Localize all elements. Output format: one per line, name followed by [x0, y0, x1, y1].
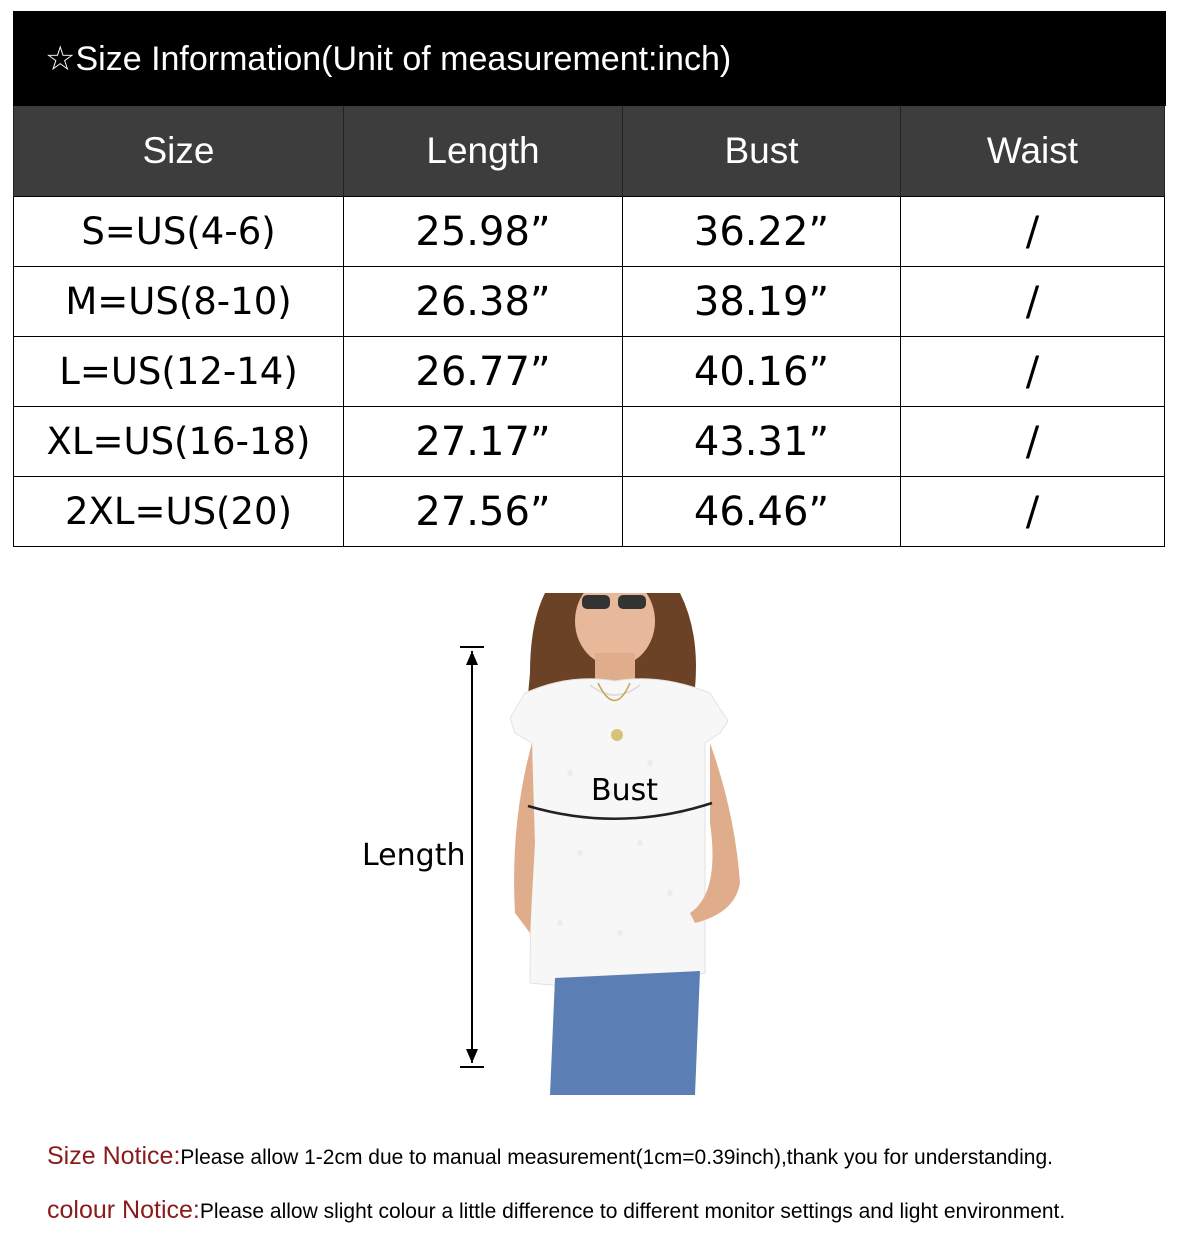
column-header-size: Size: [14, 106, 344, 197]
waist-cell: /: [901, 267, 1165, 337]
waist-cell: /: [901, 407, 1165, 477]
bust-cell: 40.16”: [623, 337, 901, 407]
colour-notice: [47, 1196, 1065, 1225]
column-header-bust: Bust: [623, 106, 901, 197]
table-header-row: [14, 106, 1165, 197]
bust-cell: 38.19”: [623, 267, 901, 337]
colour-notice-lead: colour Notice:: [47, 1196, 200, 1224]
length-cell: 27.56”: [344, 477, 623, 547]
size-cell: 2XL=US(20): [14, 477, 344, 547]
table-row: [14, 197, 1165, 267]
bust-label: Bust: [591, 773, 658, 808]
bust-cell: 43.31”: [623, 407, 901, 477]
waist-cell: /: [901, 337, 1165, 407]
waist-cell: /: [901, 477, 1165, 547]
size-table: [13, 106, 1165, 547]
size-cell: S=US(4-6): [14, 197, 344, 267]
table-row: [14, 477, 1165, 547]
size-info-title: ☆Size Information(Unit of measurement:inch): [13, 11, 1166, 106]
column-header-waist: Waist: [901, 106, 1165, 197]
length-cell: 26.38”: [344, 267, 623, 337]
colour-notice-text: Please allow slight colour a little difference to different monitor settings and light environment.: [199, 1200, 1066, 1223]
size-cell: M=US(8-10): [14, 267, 344, 337]
table-row: [14, 267, 1165, 337]
table-row: [14, 407, 1165, 477]
size-notice-lead: Size Notice:: [47, 1142, 181, 1170]
size-notice-text: Please allow 1-2cm due to manual measurement(1cm=0.39inch),thank you for understanding.: [180, 1146, 1053, 1169]
waist-cell: /: [901, 197, 1165, 267]
table-row: [14, 337, 1165, 407]
bust-cell: 36.22”: [623, 197, 901, 267]
length-label: Length: [362, 838, 466, 873]
size-cell: L=US(12-14): [14, 337, 344, 407]
model-tshirt-image: [470, 593, 780, 1095]
length-cell: 27.17”: [344, 407, 623, 477]
length-cell: 25.98”: [344, 197, 623, 267]
column-header-length: Length: [344, 106, 623, 197]
length-cell: 26.77”: [344, 337, 623, 407]
size-cell: XL=US(16-18): [14, 407, 344, 477]
bust-cell: 46.46”: [623, 477, 901, 547]
size-notice: [47, 1142, 1053, 1171]
